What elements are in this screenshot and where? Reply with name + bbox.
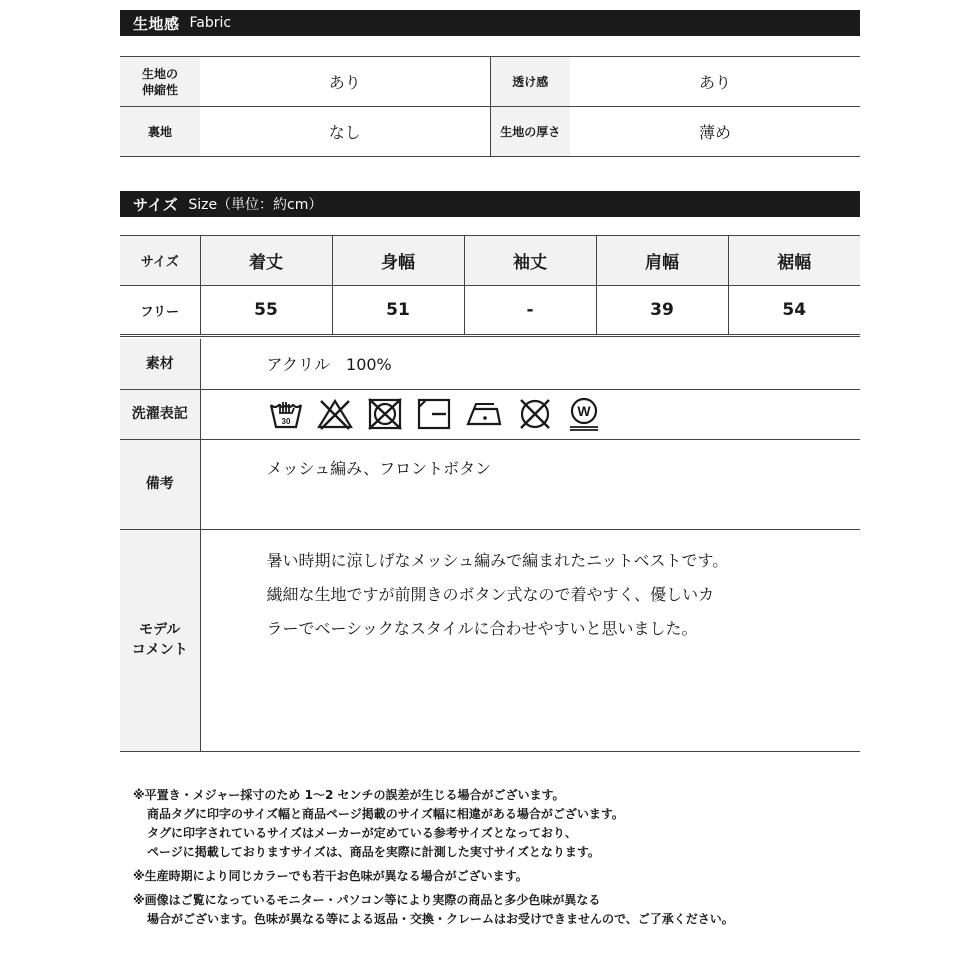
fabric-label-sheer: 透け感: [490, 57, 570, 107]
no-bleach-icon: [316, 397, 354, 431]
size-section-subtitle: Size（単位：約cm）: [188, 197, 323, 213]
fabric-value-sheer: あり: [570, 57, 860, 107]
fabric-section-header: [120, 10, 860, 36]
fabric-value-stretch: あり: [200, 57, 490, 107]
size-value-cell: フリー: [120, 286, 200, 336]
fabric-table: [120, 56, 860, 157]
fabric-label-lining: 裏地: [120, 107, 200, 157]
remarks-value: メッシュ編み、フロントボタン: [200, 439, 860, 529]
size-notes: [133, 786, 734, 929]
model-comment-label: モデル コメント: [120, 529, 200, 751]
iron-low-icon: [464, 397, 504, 431]
fabric-section-subtitle: Fabric: [189, 15, 232, 31]
size-value-cell: 39: [596, 286, 728, 336]
fabric-row: [120, 107, 860, 157]
wet-clean-gentle-icon: [566, 396, 602, 432]
size-table: [120, 235, 860, 337]
remarks-row: [120, 439, 860, 529]
size-header-cell: 肩幅: [596, 236, 728, 286]
size-value-cell: 51: [332, 286, 464, 336]
note-line: ※生産時期により同じカラーでも若干お色味が異なる場合がございます。: [133, 869, 528, 883]
hand-wash-30-icon: [268, 397, 304, 431]
no-tumble-dry-icon: [366, 397, 404, 431]
fabric-value-thickness: 薄め: [570, 107, 860, 157]
material-value: アクリル 100%: [200, 339, 860, 389]
size-header-cell: 裾幅: [728, 236, 860, 286]
size-value-row: [120, 286, 860, 336]
size-section-title: サイズ: [133, 195, 179, 214]
size-value-cell: 55: [200, 286, 332, 336]
dry-flat-shade-icon: [416, 397, 452, 431]
material-row: [120, 339, 860, 389]
note-line: 場合がございます。色味が異なる等による返品・交換・クレームはお受けできませんので、ご了承ください。: [147, 912, 734, 926]
size-header-cell: 袖丈: [464, 236, 596, 286]
note-line: ※画像はご覧になっているモニター・パソコン等により実際の商品と多少色味が異なる: [133, 893, 601, 907]
care-label: 洗濯表記: [120, 389, 200, 439]
model-comment-text: 暑い時期に涼しげなメッシュ編みで編まれたニットベストです。 繊細な生地ですが前開きのボタン式なので着やすく、優しいカ ラーでベーシックなスタイルに合わせやすいと思いました。: [266, 550, 729, 638]
model-comment-row: [120, 529, 860, 751]
size-value-cell: -: [464, 286, 596, 336]
fabric-value-lining: なし: [200, 107, 490, 157]
no-dry-clean-icon: [516, 397, 554, 431]
note-line: 商品タグに印字のサイズ幅と商品ページ掲載のサイズ幅に相違がある場合がございます。: [147, 807, 624, 821]
remarks-label: 備考: [120, 439, 200, 529]
note-line: ページに掲載しておりますサイズは、商品を実際に計測した実寸サイズとなります。: [147, 845, 600, 859]
note-line: タグに印字されているサイズはメーカーが定めている参考サイズとなっており、: [147, 826, 577, 840]
fabric-label-thickness: 生地の厚さ: [490, 107, 570, 157]
detail-table: [120, 339, 860, 752]
size-header-cell: 着丈: [200, 236, 332, 286]
fabric-row: [120, 57, 860, 107]
size-header-cell: サイズ: [120, 236, 200, 286]
material-label: 素材: [120, 339, 200, 389]
svg-text:30: 30: [281, 417, 290, 426]
note-line: ※平置き・メジャー採寸のため 1〜2 センチの誤差が生じる場合がございます。: [133, 788, 565, 802]
fabric-section-title: 生地感: [133, 14, 180, 33]
care-icons: [200, 389, 860, 439]
size-section-header: [120, 191, 860, 217]
fabric-label-stretch: 生地の 伸縮性: [120, 57, 200, 107]
size-value-cell: 54: [728, 286, 860, 336]
size-header-cell: 身幅: [332, 236, 464, 286]
svg-text:W: W: [576, 403, 591, 419]
care-row: [120, 389, 860, 439]
size-header-row: [120, 236, 860, 286]
